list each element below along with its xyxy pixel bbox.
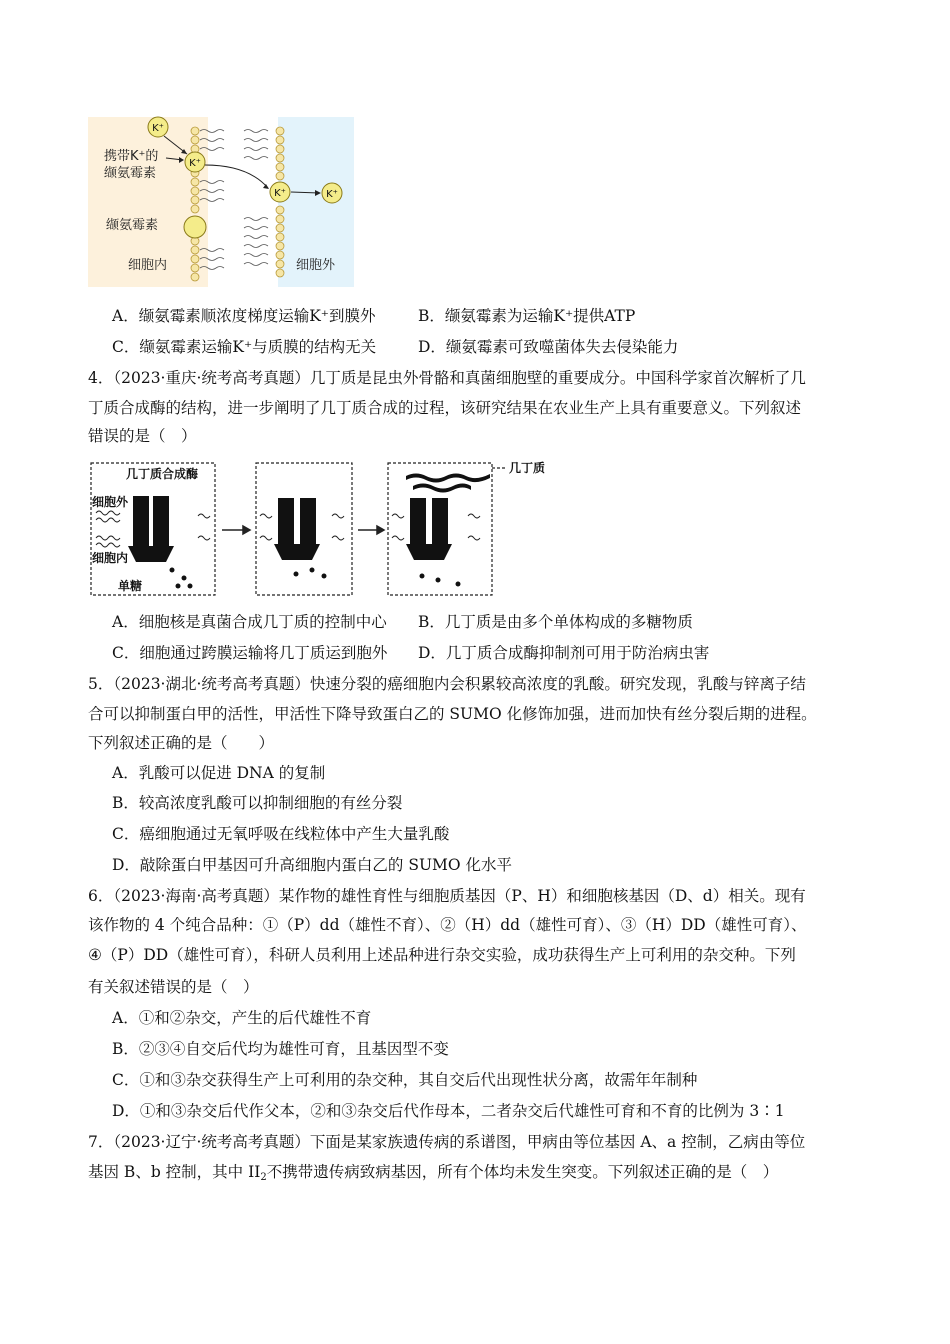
q4-option-a: A．细胞核是真菌合成几丁质的控制中心	[112, 613, 387, 631]
q7-subscript: 2	[260, 1172, 267, 1183]
q6-option-b: B．②③④自交后代均为雄性可育，且基因型不变	[112, 1040, 449, 1058]
q6-option-d: D．①和③杂交后代作父本，②和③杂交后代作母本，二者杂交后代雄性可育和不育的比例为 3∶1	[112, 1102, 785, 1120]
q5-stem-line1: 5．（2023·湖北·统考高考真题）快速分裂的癌细胞内会积累较高浓度的乳酸。研究发现，乳酸与锌离子结	[88, 675, 806, 693]
q4-stem-line1: 4．（2023·重庆·统考高考真题）几丁质是昆虫外骨骼和真菌细胞壁的重要成分。中国科学家首次解析了几	[88, 369, 806, 387]
valinomycin-label: 缬氨霉素	[106, 218, 159, 233]
inside-label: 细胞内	[92, 551, 129, 565]
inside-label: 细胞内	[128, 258, 168, 273]
q6-stem-line4: 有关叙述错误的是（ ）	[88, 978, 259, 996]
k-ion-label: K⁺	[326, 189, 338, 200]
k-ion-label: K⁺	[274, 188, 286, 199]
q6-stem-line1: 6．（2023·海南·高考真题）某作物的雄性育性与细胞质基因（P、H）和细胞核基因（D、d）相关。现有	[88, 887, 806, 905]
outside-label: 细胞外	[296, 258, 336, 273]
q7-stem-line1: 7．（2023·辽宁·统考高考真题）下面是某家族遗传病的系谱图，甲病由等位基因 A、a 控制，乙病由等位	[88, 1133, 806, 1151]
q5-option-c: C．癌细胞通过无氧呼吸在线粒体中产生大量乳酸	[112, 825, 450, 843]
q4-stem-line3: 错误的是（ ）	[88, 427, 197, 445]
carrier-label-line1: 携带K⁺的	[104, 149, 159, 164]
k-ion-label: K⁺	[189, 158, 201, 169]
q3-option-a: A．缬氨霉素顺浓度梯度运输K⁺到膜外	[112, 307, 376, 325]
q7-stem-line2-part2: 不携带遗传病致病基因，所有个体均未发生突变。下列叙述正确的是（ ）	[266, 1163, 779, 1181]
q3-option-c: C．缬氨霉素运输K⁺与质膜的结构无关	[112, 338, 377, 356]
monosaccharide-label: 单糖	[118, 579, 143, 593]
chitin-label: 几丁质	[509, 461, 546, 475]
q6-stem-line3: ④（P）DD（雄性可育），科研人员利用上述品种进行杂交实验，成功获得生产上可利用的杂交种。下列	[88, 946, 796, 964]
q3-option-b: B．缬氨霉素为运输K⁺提供ATP	[418, 307, 636, 325]
q6-option-c: C．①和③杂交获得生产上可利用的杂交种，其自交后代出现性状分离，故需年年制种	[112, 1071, 698, 1089]
q7-stem-line2-part1: 基因 B、b 控制，其中 II	[88, 1163, 261, 1181]
valinomycin-diagram	[88, 115, 356, 287]
q4-stem-line2: 丁质合成酶的结构，进一步阐明了几丁质合成的过程，该研究结果在农业生产上具有重要意义。下列叙述	[88, 399, 802, 417]
enzyme-label: 几丁质合成酶	[126, 467, 199, 481]
k-ion-label: K⁺	[152, 123, 164, 134]
q5-option-d: D．敲除蛋白甲基因可升高细胞内蛋白乙的 SUMO 化水平	[112, 856, 513, 874]
q5-stem-line2: 合可以抑制蛋白甲的活性，甲活性下降导致蛋白乙的 SUMO 化修饰加强，进而加快有丝分裂后期的进程。	[88, 705, 817, 723]
q5-option-b: B．较高浓度乳酸可以抑制细胞的有丝分裂	[112, 794, 403, 812]
q5-stem-line3: 下列叙述正确的是（ ）	[88, 734, 275, 752]
q4-option-d: D．几丁质合成酶抑制剂可用于防治病虫害	[418, 644, 710, 662]
q4-option-c: C．细胞通过跨膜运输将几丁质运到胞外	[112, 644, 388, 662]
chitin-synthase-figure	[88, 458, 558, 598]
valinomycin-figure	[88, 115, 356, 287]
q3-option-d: D．缬氨霉素可致噬菌体失去侵染能力	[418, 338, 679, 356]
q7-stem-line2	[88, 1162, 778, 1188]
carrier-label-line2: 缬氨霉素	[104, 166, 157, 181]
q6-option-a: A．①和②杂交，产生的后代雄性不育	[112, 1009, 372, 1027]
q4-option-b: B．几丁质是由多个单体构成的多糖物质	[418, 613, 693, 631]
outside-label: 细胞外	[92, 495, 129, 509]
q6-stem-line2: 该作物的 4 个纯合品种：①（P）dd（雄性不育）、②（H）dd（雄性可育）、③（H）DD（雄性可育）、	[88, 916, 807, 934]
chitin-synthase-diagram	[88, 458, 558, 598]
q5-option-a: A．乳酸可以促进 DNA 的复制	[112, 764, 326, 782]
